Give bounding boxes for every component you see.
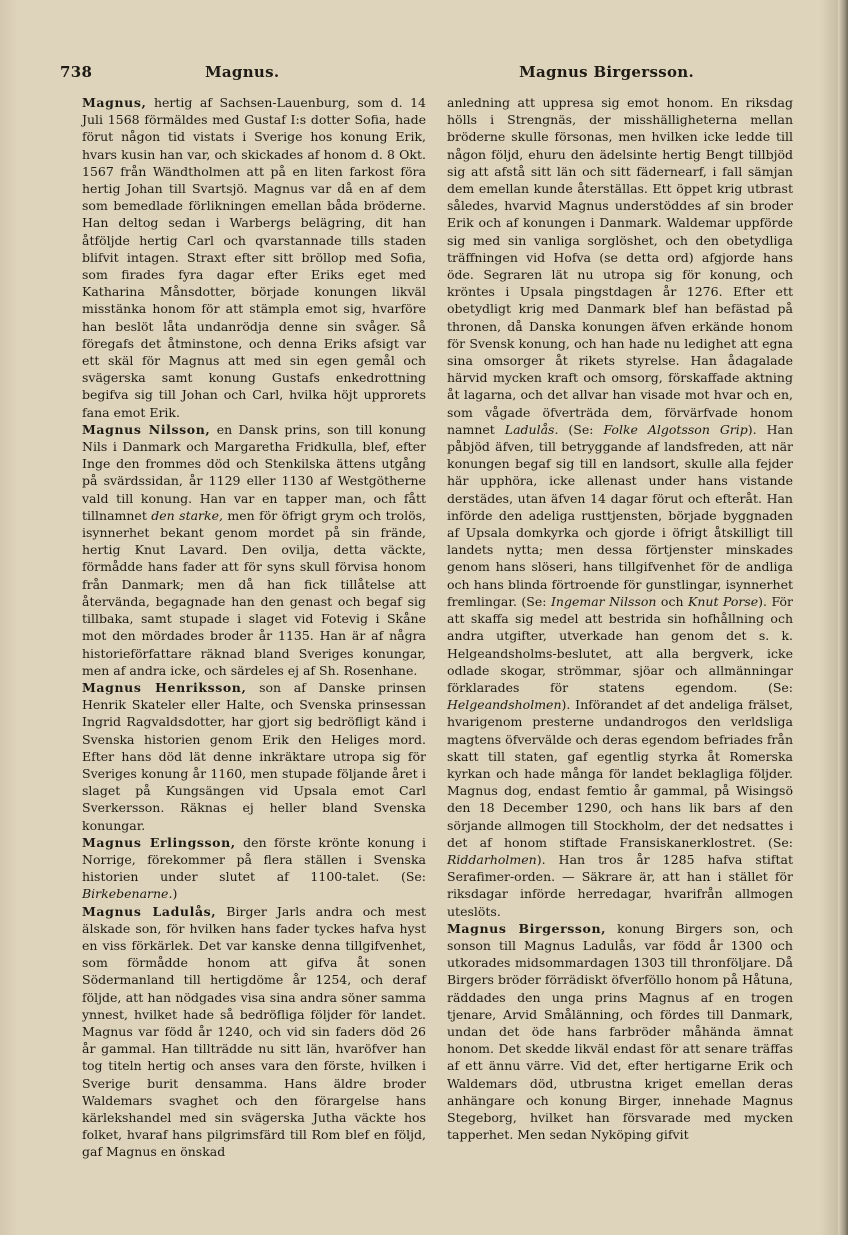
italic-reference: Helgeandsholmen [447, 697, 562, 713]
dictionary-entry [82, 94, 426, 421]
dictionary-entry [447, 920, 793, 1144]
entry-text: hertig af Sachsen-Lauenburg, som d. 14 Juli 1568 förmäldes med Gustaf I:s dotter Sofia, hade förut någon tid vistats i Sverige hos konung Erik, hvars kusin han var, och skickades af honom d. 8 Okt. 1567 från Wändtholmen att på en liten farkost föra hertig Johan till Svartsjö. Magnus var då en af dem som bemedlade förlikningen emellan båda bröderne. Han deltog sedan i Warbergs belägring, dit han åtföljde hertig Carl och qvarstannade tills staden blifvit intagen. Straxt efter sitt bröllop med Sofia, som firades fyra dagar efter Eriks eget med Katharina Månsdotter, började konungen likväl misstänka honom för att stämpla emot sig, hvarföre han beslöt låta undanrödja denne sin svåger. Så föregafs det åtminstone, och denna Eriks afsigt var ett skäl för Magnus att med sin egen gemål och svägerska samt konung Gustafs enkedrottning begifva sig till Johan och Carl, hvilka höjt upprorets fana emot Erik. [82, 95, 426, 420]
italic-reference: Birkebenarne. [82, 886, 173, 902]
italic-reference: Ingemar Nilsson [550, 593, 657, 609]
entry-text: son af Danske prinsen Henrik Skateler eller Halte, och Svenska prinsessan Ingrid Ragvaldsdotter, har gjort sig bedröfligt känd i Svenska historien genom Erik den Heliges mord. Efter hans död lät denne inkräktare utropa sig för Sveriges konung år 1160, men stupade följande året i slaget på Kungsängen vid Upsala emot Carl Sverkersson. Räknas ej heller bland Svenska konungar. [82, 679, 426, 833]
italic-reference: Knut Porse [688, 593, 759, 609]
page-number: 738 [60, 63, 93, 81]
dictionary-entry [82, 679, 426, 834]
entry-headword: Magnus Henriksson, [82, 679, 247, 695]
dictionary-entry [447, 94, 793, 920]
right-running-head: Magnus Birgersson. [519, 63, 694, 81]
entry-headword: Magnus Birgersson, [447, 920, 607, 936]
entry-text: ). Han tros år 1285 hafva stiftat Serafimer-orden. — Säkrare är, att han i stället för riksdagar införde herredagar, hvarifrån allmogen uteslöts. [447, 851, 793, 919]
entry-text: Birger Jarls andra och mest älskade son, för hvilken hans fader tyckes hafva hyst en viss förkärlek. Det var kanske denna tillgifvenhet, som förmådde honom att gifva åt sonen Södermanland till hertigdöme år 1254, och deraf följde, att han nödgades visa sina andra söner samma ynnest, hvilket hade så bedröfliga följder för landet. Magnus var född år 1240, och vid sin faders död 26 år gammal. Han tillträdde nu sitt län, hvaröfver han tog titeln hertig och anses vara den förste, hvilken i Sverige burit densamma. Hans äldre broder Waldemars svaghet och den förargelse hans kärlekshandel med sin svägerska Jutha väckte hos folket, hvaraf hans pilgrimsfärd till Rom blef en följd, gaf Magnus en önskad [82, 903, 427, 1160]
entry-text: och [656, 593, 688, 609]
left-column [82, 94, 426, 1161]
italic-reference: den starke, [151, 507, 223, 523]
entry-headword: Magnus Nilsson, [82, 421, 211, 437]
italic-reference: Folke Algotsson Grip [603, 421, 748, 437]
right-column [447, 94, 793, 1143]
running-header [60, 63, 694, 85]
left-running-head: Magnus. [205, 63, 280, 81]
entry-text: en Dansk prins, son till konung Nils i Danmark och Margaretha Fridkulla, blef, efter Inge den frommes död och Stenkilska ättens utgång på svärdssidan, år 1129 eller 1130 af Westgötherne vald till konung. Han var en tapper man, och fått tillnamnet [82, 421, 426, 523]
entry-headword: Magnus Erlingsson, [82, 834, 236, 850]
dictionary-entry [82, 834, 426, 903]
entry-text: (Se: [558, 421, 604, 437]
entry-text: anledning att uppresa sig emot honom. En riksdag hölls i Strengnäs, der misshälligheterna mellan bröderne skulle försonas, men hvilken icke ledde till någon följd, ehuru den ädelsinte hertig Bengt tillbjöd sig att afstå sitt län och sitt fädernearf, i fall sämjan dem emellan kunde återställas. Ett öppet krig utbrast således, hvarvid Magnus understöddes af sin broder Erik och af konungen i Danmark. Waldemar uppförde sig med sin vanliga sorglöshet, och den obetydliga träffningen vid Hofva (se detta ord) afgjorde hans öde. Segraren lät nu utropa sig för konung, och kröntes i Upsala pingstdagen år 1276. Efter ett obetydligt krig med Danmark blef han befästad på thronen, då Danska konungen äfven erkände honom för Svensk konung, och han hade nu ledighet att egna sina omsorger åt rikets styrelse. Han ådagalade härvid mycken kraft och omsorg, förskaffade aktning åt lagarna, och det allvar han visade mot hvar och en, som vågade öfverträda dem, förvärfvade honom namnet [447, 95, 793, 437]
dictionary-entry [82, 421, 426, 679]
entry-headword: Magnus Ladulås, [82, 903, 217, 919]
entry-text: den förste krönte konung i Norrige, förekommer på flera ställen i Svenska historien under slutet af 1100-talet. (Se: [82, 834, 426, 885]
page-edge [838, 0, 848, 1235]
entry-text: men för öfrigt grym och trolös, isynnerhet bekant genom mordet på sin frände, hertig Knut Lavard. Den ovilja, detta väckte, förmådde hans fader att för syns skull förvisa honom från Danmark; men då han fick tillåtelse att återvända, begagnade han den genast och begaf sig tillbaka, samt stupade i slaget vid Fotevig i Skåne mot den mördades broder år 1135. Han är af några historieförfattare räknad bland Sveriges konungar, men af andra icke, och särdeles ej af Sh. Rosenhane. [82, 507, 426, 678]
entry-text: ). Införandet af det andeliga frälset, hvarigenom presterne undandrogos den verldsliga magtens öfvervälde och deras egendom befriades från skatt till staten, gaf egentlig styrka åt Romerska kyrkan och hade många för landet beklagliga följder. Magnus dog, endast femtio år gammal, på Wisingsö den 18 December 1290, och hans lik bars af den sörjande allmogen till Stockholm, der det nedsattes i det af honom stiftade Fransiskanerklostret. (Se: [447, 697, 793, 850]
entry-headword: Magnus, [82, 95, 147, 110]
entry-text: ). Han påbjöd äfven, till betryggande af landsfreden, att när konungen begaf sig till en landsort, skulle alla fejder här upphöra, icke allenast under hans vistande derstädes, utan äfven 14 dagar förut och efteråt. Han införde den adeliga rusttjensten, började byggnaden af Upsala domkyrka och gjorde i öfrigt åtskilligt till landets nytta; men dessa förtjenster minskades genom hans slöseri, hans tillgifvenhet för de andliga och hans blinda förtroende för gunstlingar, isynnerhet fremlingar. (Se: [447, 421, 794, 609]
entry-text: ). För att skaffa sig medel att bestrida sin hofhållning och andra utgifter, utverkade han genom det s. k. Helgeandsholms-beslutet, att alla bergverk, icke odlade skogar, strömmar, sjöar och allmänningar förklarades för statens egendom. (Se: [447, 593, 793, 695]
entry-text: konung Birgers son, och sonson till Magnus Ladulås, var född år 1300 och utkorades midsommardagen 1303 till thronföljare. Då Birgers bröder förrädiskt öfverföllo honom på Håtuna, räddades den unga prins Magnus af en trogen tjenare, Arvid Smålänning, och fördes till Danmark, undan det öde hans farbröder måhända ämnat honom. Det skedde likväl endast för att senare träffas af ett ännu värre. Vid det, efter hertigarne Erik och Waldemars död, utbrustna kriget emellan deras anhängare och konung Birger, innehade Magnus Stegeborg, hvilket han försvarade med mycken tapperhet. Men sedan Nyköping gifvit [447, 920, 794, 1143]
italic-reference: Riddarholmen [447, 851, 537, 867]
dictionary-entry [82, 903, 426, 1161]
entry-text: ) [172, 886, 178, 902]
italic-reference: Ladulås. [504, 421, 559, 437]
